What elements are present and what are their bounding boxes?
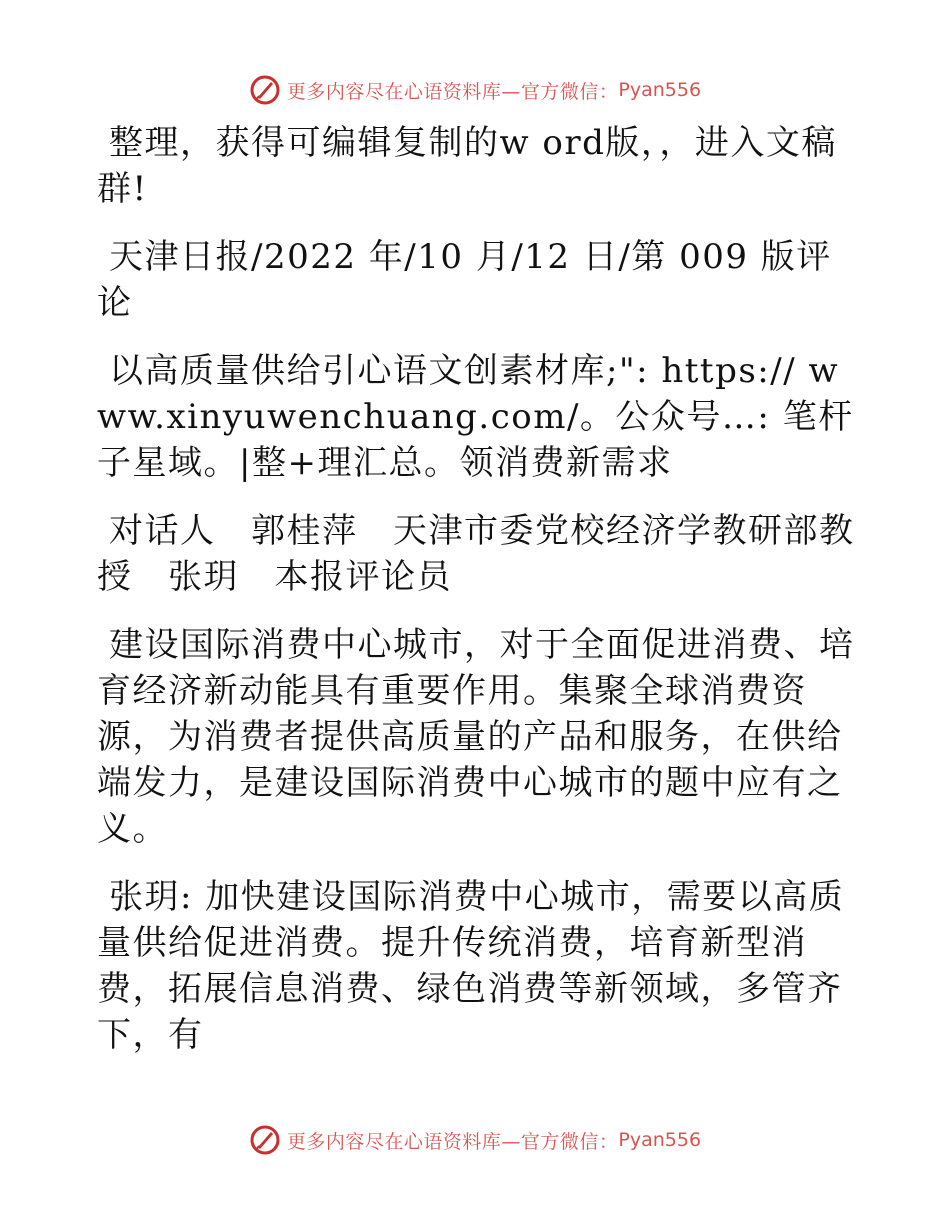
paragraph-lead: 建设国际消费中心城市，对于全面促进消费、培育经济新动能具有重要作用。集聚全球消费资源，为消费者提供高质量的产品和服务，在供给端发力，是建设国际消费中心城市的题中应有之义。 [97, 625, 855, 849]
document-body [97, 120, 857, 1076]
footer-banner [0, 1120, 950, 1160]
banner-wechat-id: Pyan556 [618, 1129, 702, 1151]
header-banner [0, 70, 950, 110]
banner-text: 更多内容尽在心语资料库—官方微信： [286, 1130, 619, 1153]
paragraph-source: 天津日报/2022 年/10 月/12 日/第 009 版评论 [97, 237, 832, 323]
feather-pen-logo-icon [249, 1124, 281, 1156]
feather-pen-logo-icon [249, 74, 281, 106]
paragraph-speakers: 对话人 郭桂萍 天津市委党校经济学教研部教授 张玥 本报评论员 [97, 511, 855, 597]
paragraph-title: 以高质量供给引心语文创素材库;": https:// www.xinyuwenchuang.com/。公众号…: 笔杆子星域。|整+理汇总。领消费新需求 [97, 351, 854, 483]
banner-text: 更多内容尽在心语资料库—官方微信： [286, 80, 619, 103]
banner-wechat-id: Pyan556 [618, 79, 702, 101]
paragraph-intro: 整理，获得可编辑复制的w ord版，，进入文稿群! [97, 123, 837, 209]
paragraph-zhang-yue: 张玥: 加快建设国际消费中心城市，需要以高质量供给促进消费。提升传统消费，培育新型消费，拓展信息消费、绿色消费等新领域，多管齐下，有 [97, 877, 845, 1055]
